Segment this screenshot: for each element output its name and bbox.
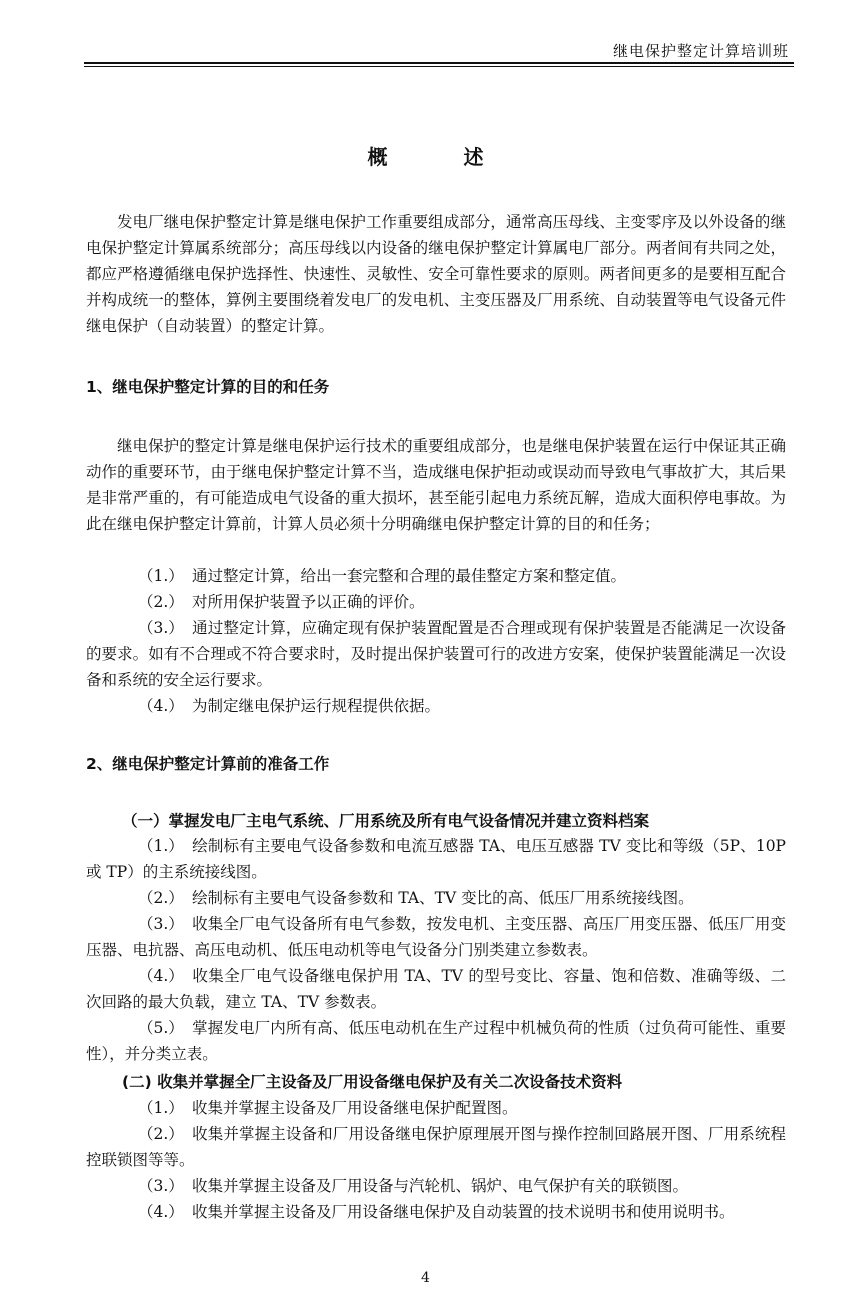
- item-text: 收集并掌握主设备及厂用设备继电保护配置图。: [192, 1099, 518, 1117]
- item-text: 为制定继电保护运行规程提供依据。: [192, 697, 441, 715]
- intro-paragraph: 发电厂继电保护整定计算是继电保护工作重要组成部分，通常高压母线、主变零序及以外设备的继电保护整定计算属系统部分；高压母线以内设备的继电保护整定计算属电厂部分。两者间有共同之处，都应严格遵循继电保护选择性、快速性、灵敏性、安全可靠性要求的原则。两者间更多的是要相互配合并构成统一的整体，算例主要围绕着发电厂的发电机、主变压器及厂用系统、自动装置等电气设备元件继电保护（自动装置）的整定计算。: [86, 213, 786, 335]
- item-number: （3.）: [138, 1177, 184, 1195]
- item-text: 收集全厂电气设备继电保护用 TA、TV 的型号变比、容量、饱和倍数、准确等级、二次回路的最大负载，建立 TA、TV 参数表。: [86, 967, 786, 1011]
- list-item: [86, 1121, 786, 1173]
- list-item: [86, 1199, 786, 1225]
- item-text: 收集并掌握主设备和厂用设备继电保护原理展开图与操作控制回路展开图、厂用系统程控联锁图等等。: [86, 1125, 786, 1169]
- item-text: 绘制标有主要电气设备参数和电流互感器 TA、电压互感器 TV 变比和等级（5P、10P 或 TP）的主系统接线图。: [86, 837, 786, 881]
- item-text: 通过整定计算，应确定现有保护装置配置是否合理或现有保护装置是否能满足一次设备的要求。如有不合理或不符合要求时，及时提出保护装置可行的改进方安案，使保护装置能满足一次设备和系统的安全运行要求。: [86, 619, 786, 689]
- item-text: 对所用保护装置予以正确的评价。: [192, 593, 425, 611]
- list-item: [86, 963, 786, 1015]
- list-item: [86, 1173, 786, 1199]
- item-number: （1.）: [138, 1099, 184, 1117]
- header-rule-thin: [84, 66, 794, 67]
- item-text: 通过整定计算，给出一套完整和合理的最佳整定方案和整定值。: [192, 567, 627, 585]
- item-number: （3.）: [138, 619, 184, 637]
- item-number: （4.）: [138, 1203, 184, 1221]
- page-number: 4: [421, 1270, 430, 1286]
- item-number: （4.）: [138, 967, 184, 985]
- running-header: 继电保护整定计算培训班: [612, 42, 789, 60]
- item-number: （1.）: [138, 837, 184, 855]
- item-number: （3.）: [138, 915, 184, 933]
- list-item: [86, 1015, 786, 1067]
- list-item: [86, 911, 786, 963]
- subsection1-heading: （一）掌握发电厂主电气系统、厂用系统及所有电气设备情况并建立资料档案: [122, 812, 650, 830]
- item-text: 绘制标有主要电气设备参数和 TA、TV 变比的高、低压厂用系统接线图。: [192, 889, 694, 907]
- item-number: （4.）: [138, 697, 184, 715]
- item-text: 收集并掌握主设备及厂用设备与汽轮机、锅炉、电气保护有关的联锁图。: [192, 1177, 689, 1195]
- list-item: [86, 589, 786, 615]
- item-number: （1.）: [138, 567, 184, 585]
- item-number: （2.）: [138, 889, 184, 907]
- list-item: [86, 885, 786, 911]
- item-text: 收集并掌握主设备及厂用设备继电保护及自动装置的技术说明书和使用说明书。: [192, 1203, 735, 1221]
- section1-heading: 1、继电保护整定计算的目的和任务: [86, 378, 330, 396]
- section2-heading: 2、继电保护整定计算前的准备工作: [86, 755, 330, 773]
- list-item: [86, 833, 786, 885]
- list-item: [86, 563, 786, 589]
- item-text: 掌握发电厂内所有高、低压电动机在生产过程中机械负荷的性质（过负荷可能性、重要性），并分类立表。: [86, 1019, 786, 1063]
- list-item: [86, 615, 786, 693]
- page-title: 概 述: [367, 145, 512, 169]
- item-number: （2.）: [138, 1125, 184, 1143]
- subsection2-heading: (二) 收集并掌握全厂主设备及厂用设备继电保护及有关二次设备技术资料: [122, 1073, 623, 1091]
- item-text: 收集全厂电气设备所有电气参数，按发电机、主变压器、高压厂用变压器、低压厂用变压器、电抗器、高压电动机、低压电动机等电气设备分门别类建立参数表。: [86, 915, 786, 959]
- section1-paragraph: 继电保护的整定计算是继电保护运行技术的重要组成部分，也是继电保护装置在运行中保证其正确动作的重要环节，由于继电保护整定计算不当，造成继电保护拒动或误动而导致电气事故扩大，其后果是非常严重的，有可能造成电气设备的重大损坏，甚至能引起电力系统瓦解，造成大面积停电事故。为此在继电保护整定计算前，计算人员必须十分明确继电保护整定计算的目的和任务；: [86, 437, 786, 533]
- list-item: [86, 693, 786, 719]
- item-number: （5.）: [138, 1019, 184, 1037]
- list-item: [86, 1095, 786, 1121]
- header-rule: [84, 62, 794, 64]
- item-number: （2.）: [138, 593, 184, 611]
